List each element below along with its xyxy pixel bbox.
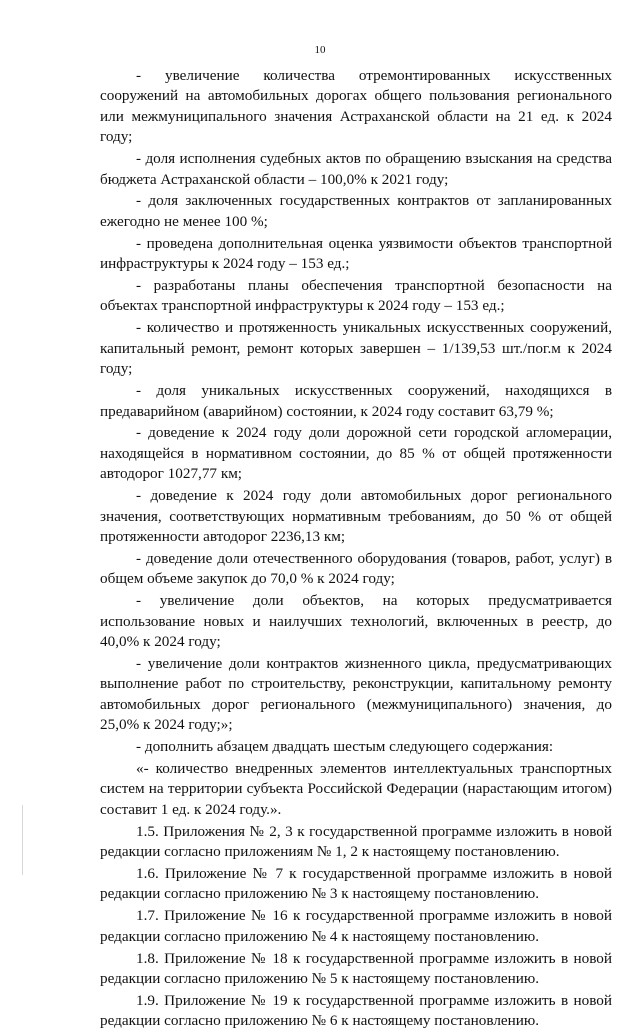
paragraph: 1.5. Приложения № 2, 3 к государственной программе изложить в новой редакции согласно приложениям № 1, 2 к настоящему постановлению. (100, 822, 612, 861)
paragraph: - доведение к 2024 году доли дорожной сети городской агломерации, находящейся в нормативном состоянии, до 85 % от общей протяженности автодорог 1027,77 км; (100, 424, 612, 483)
paragraph: - доля заключенных государственных контрактов от запланированных ежегодно не менее 100 %; (100, 192, 612, 230)
paragraph: - доля исполнения судебных актов по обращению взыскания на средства бюджета Астраханской области – 100,0% к 2021 году; (100, 150, 612, 188)
paragraph: - разработаны планы обеспечения транспортной безопасности на объектах транспортной инфраструктуры к 2024 году – 153 ед.; (100, 277, 612, 315)
paragraph: 1.9. Приложение № 19 к государственной программе изложить в новой редакции согласно приложению № 6 к настоящему постановлению. (100, 991, 612, 1030)
paragraph: - увеличение количества отремонтированных искусственных сооружений на автомобильных дорогах общего пользования регионального или межмуниципального значения Астраханской области на 21 ед. к 2024 году; (100, 67, 612, 146)
paragraph: - дополнить абзацем двадцать шестым следующего содержания: (136, 738, 554, 755)
paragraph: - доведение доли отечественного оборудования (товаров, работ, услуг) в общем объеме закупок до 70,0 % к 2024 году; (100, 549, 612, 588)
paragraph: 1.8. Приложение № 18 к государственной программе изложить в новой редакции согласно приложению № 5 к настоящему постановлению. (100, 949, 612, 987)
page-number: 10 (314, 44, 326, 56)
paragraph: - увеличение доли объектов, на которых предусматривается использование новых и наилучших технологий, включенных в реестр, до 40,0% к 2024 году; (100, 592, 612, 650)
scan-margin-mark (22, 805, 23, 875)
document-body (100, 66, 612, 1032)
paragraph: - доведение к 2024 году доли автомобильных дорог регионального значения, соответствующих нормативным требованиям, до 50 % от общей протяженности автодорог 2236,13 км; (100, 487, 612, 545)
paragraph: - проведена дополнительная оценка уязвимости объектов транспортной инфраструктуры к 2024 году – 153 ед.; (100, 234, 612, 273)
paragraph: «- количество внедренных элементов интеллектуальных транспортных систем на территории субъекта Российской Федерации (нарастающим итогом) составит 1 ед. к 2024 году.». (100, 759, 612, 818)
paragraph: 1.7. Приложение № 16 к государственной программе изложить в новой редакции согласно приложению № 4 к настоящему постановлению. (100, 907, 612, 945)
paragraph: - доля уникальных искусственных сооружений, находящихся в предаварийном (аварийном) состоянии, к 2024 году составит 63,79 %; (100, 382, 612, 420)
paragraph: 1.6. Приложение № 7 к государственной программе изложить в новой редакции согласно приложению № 3 к настоящему постановлению. (100, 864, 612, 903)
paragraph: - количество и протяженность уникальных искусственных сооружений, капитальный ремонт, ремонт которых завершен – 1/139,53 шт./пог.м к 2024 году; (100, 319, 612, 378)
paragraph: - увеличение доли контрактов жизненного цикла, предусматривающих выполнение работ по строительству, реконструкции, капитальному ремонту автомобильных дорог регионального (межмуниципального) значения, до 25,0% к 2024 году;»; (100, 654, 612, 734)
